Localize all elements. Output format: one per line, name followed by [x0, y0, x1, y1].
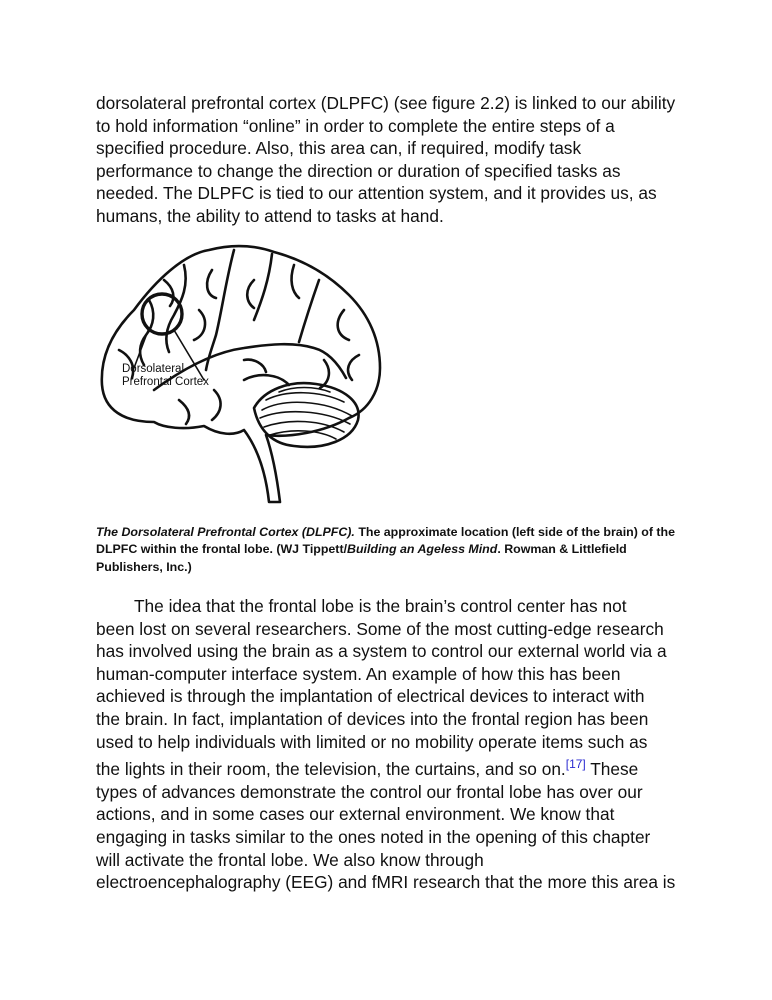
figure-caption — [96, 524, 686, 576]
caption-title: The Dorsolateral Prefrontal Cortex (DLPFC). — [96, 525, 355, 539]
text-line: electroencephalography (EEG) and fMRI research that the more this area is — [96, 872, 676, 893]
text-line: will activate the frontal lobe. We also know through — [96, 849, 484, 870]
text-line: needed. The DLPFC is tied to our attention system, and it provides us, as — [96, 183, 657, 204]
brain-illustration — [94, 240, 386, 518]
text-line: the brain. In fact, implantation of devices into the frontal region has been — [96, 708, 649, 729]
text-line: performance to change the direction or duration of specified tasks as — [96, 160, 621, 181]
text-segment: These — [585, 759, 639, 780]
caption-book-title: Building an Ageless Mind — [347, 542, 498, 557]
text-line: The idea that the frontal lobe is the brain’s control center has not — [134, 596, 627, 616]
caption-line: Publishers, Inc.) — [96, 559, 192, 574]
text-line: used to help individuals with limited or no mobility operate items such as — [96, 731, 648, 752]
text-line: actions, and in some cases our external environment. We know that — [96, 804, 615, 825]
text-line: specified procedure. Also, this area can, if required, modify task — [96, 138, 582, 159]
text-line — [96, 753, 686, 781]
caption-line — [96, 524, 686, 541]
body-paragraph-2 — [96, 595, 686, 894]
text-line: types of advances demonstrate the control our frontal lobe has over our — [96, 781, 643, 802]
figure-label: Prefrontal Cortex — [122, 376, 209, 388]
body-paragraph-1 — [96, 92, 686, 228]
brain-figure — [94, 240, 386, 518]
text-line: human-computer interface system. An example of how this has been — [96, 663, 621, 684]
text-line: to hold information “online” in order to complete the entire steps of a — [96, 115, 615, 136]
caption-text: The approximate location (left side of the brain) of the — [354, 525, 675, 539]
dlpfc-marker-circle — [142, 294, 182, 334]
text-segment: the lights in their room, the television, the curtains, and so on. — [96, 759, 566, 780]
caption-text: DLPFC within the frontal lobe. (WJ Tippett/ — [96, 542, 348, 557]
caption-line — [96, 541, 686, 558]
reference-link[interactable]: [17] — [565, 757, 586, 772]
text-line: engaging in tasks similar to the ones noted in the opening of this chapter — [96, 826, 651, 847]
text-line: dorsolateral prefrontal cortex (DLPFC) (see figure 2.2) is linked to our ability — [96, 93, 676, 113]
text-line: humans, the ability to attend to tasks at hand. — [96, 205, 444, 226]
text-line: achieved is through the implantation of electrical devices to interact with — [96, 686, 645, 707]
text-line: been lost on several researchers. Some of the most cutting-edge research — [96, 618, 664, 639]
figure-label: Dorsolateral — [122, 363, 184, 375]
caption-text: . Rowman & Littlefield — [497, 542, 627, 557]
text-line: has involved using the brain as a system to control our external world via a — [96, 641, 667, 662]
